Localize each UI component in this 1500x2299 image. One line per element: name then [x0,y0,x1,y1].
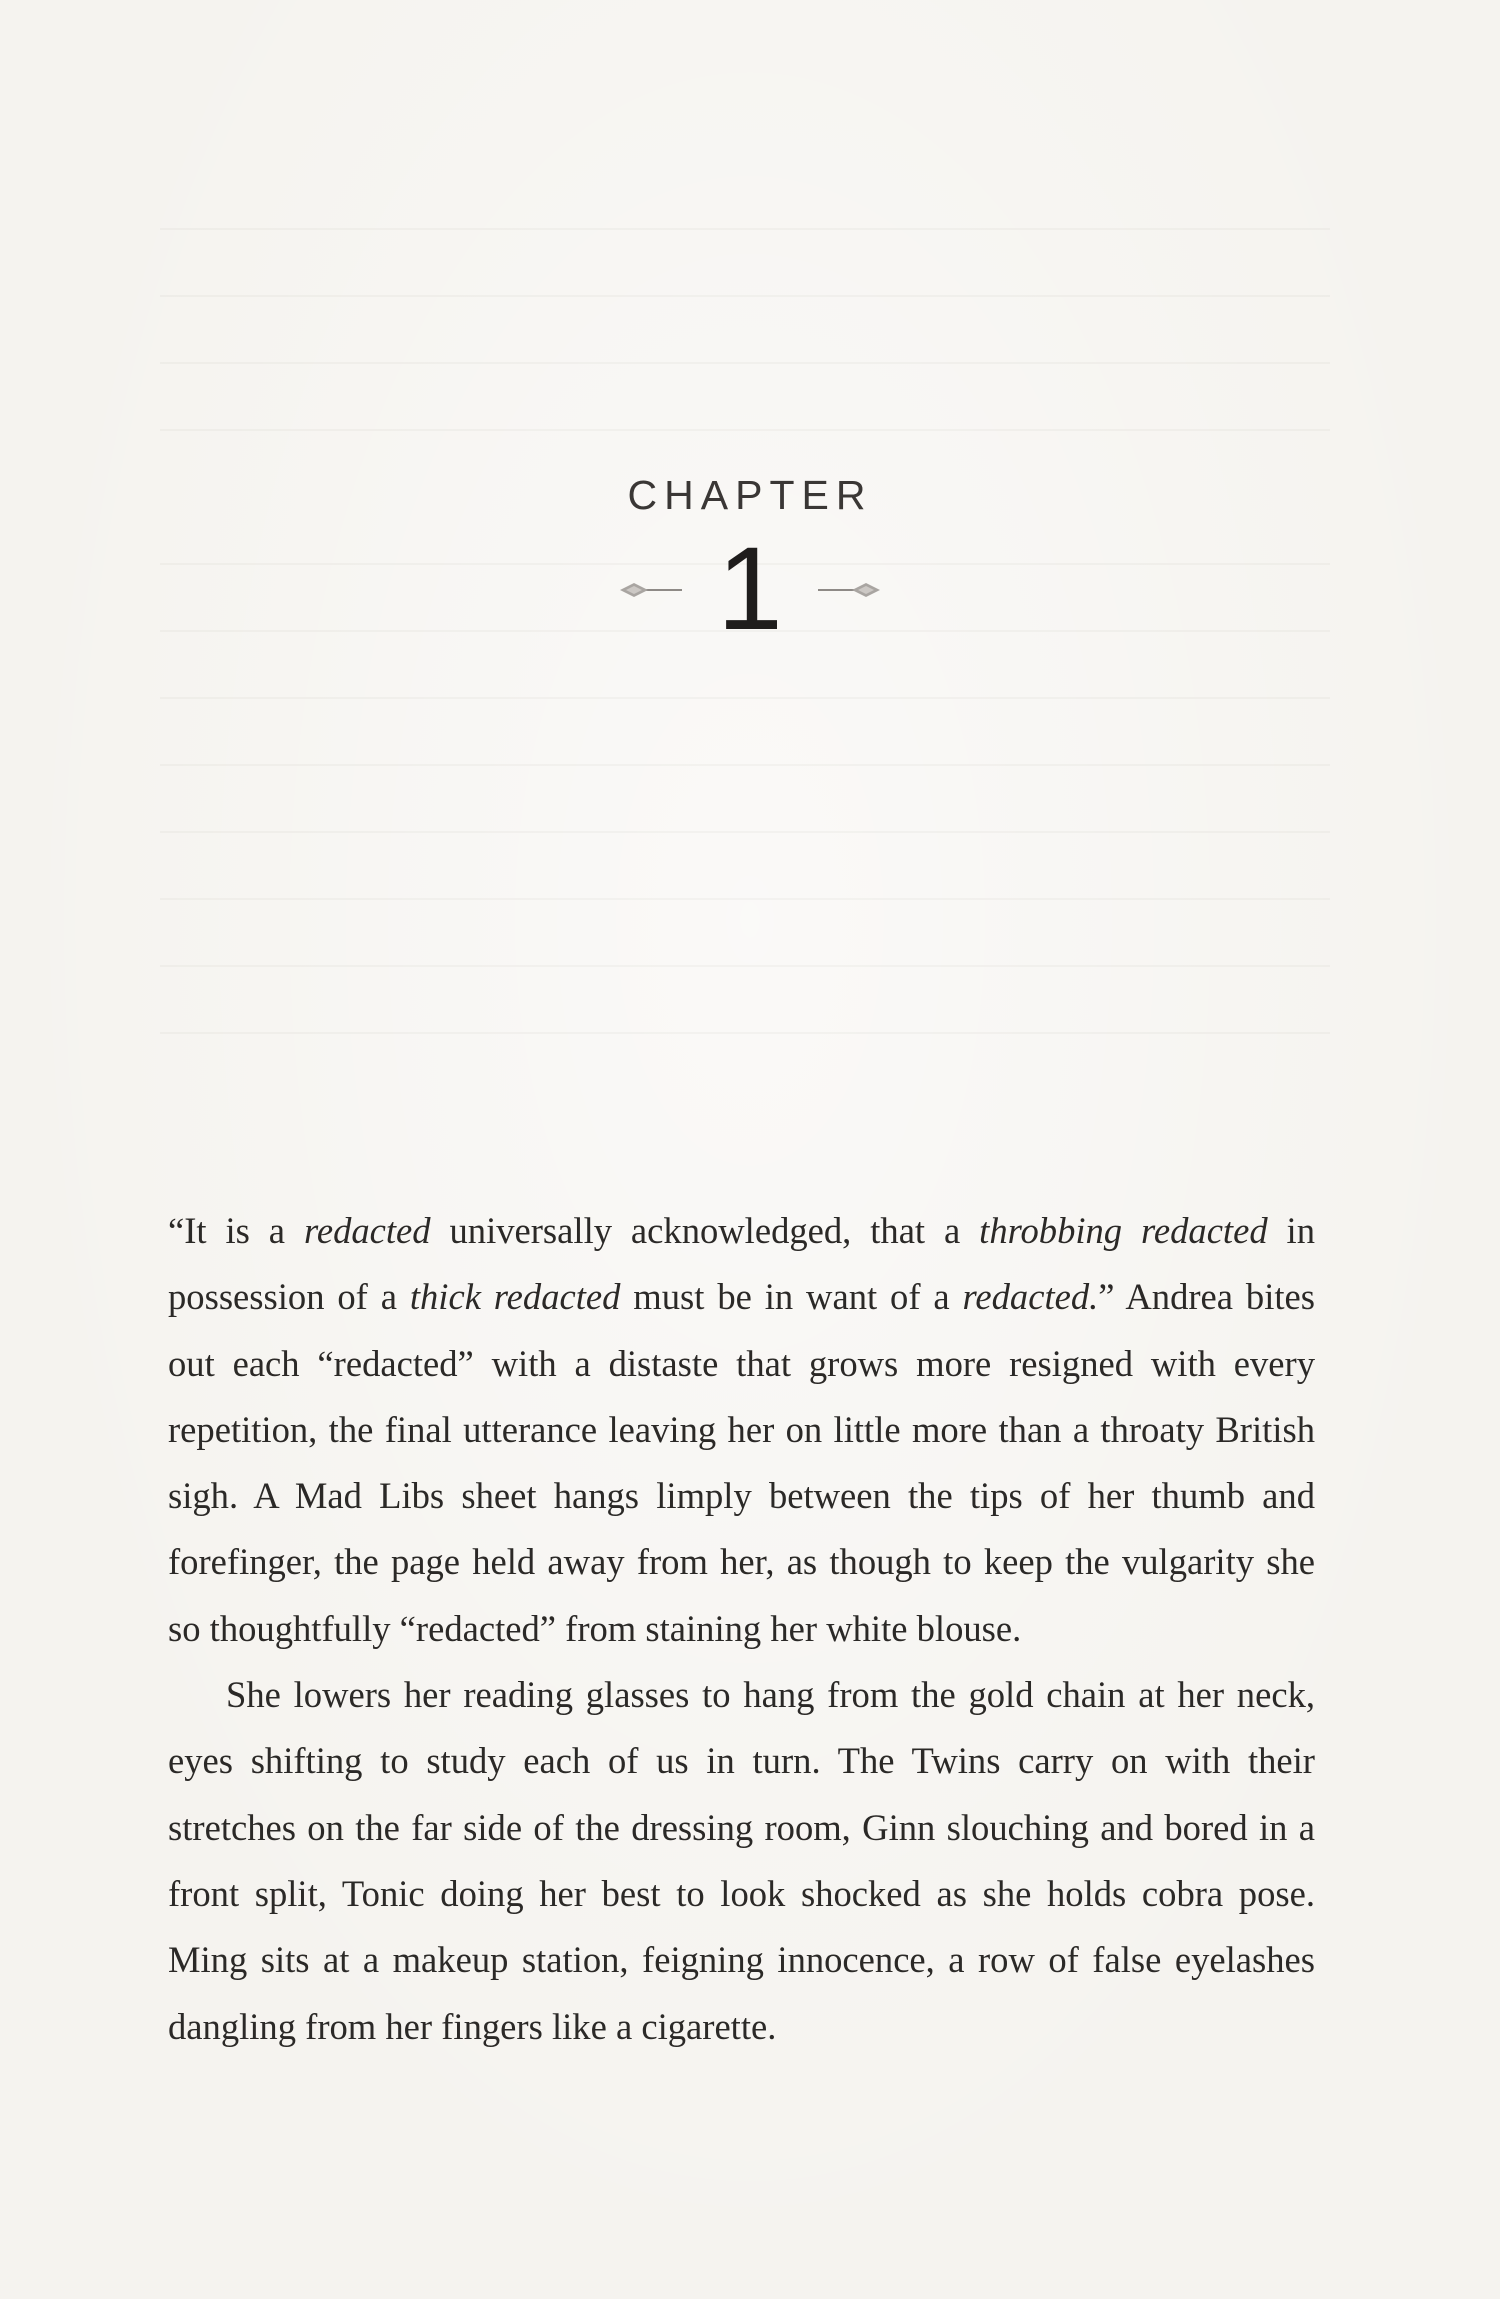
show-through-line [160,898,1330,900]
chapter-heading [0,472,1500,655]
show-through-line [160,697,1330,699]
italic-segment: throbbing redacted [979,1210,1268,1251]
show-through-line [160,295,1330,297]
italic-segment: redacted [303,1210,431,1251]
text-segment: in possession of a [168,1210,1315,1318]
paragraph-2 [168,1662,1315,2060]
text-segment: “It is a [168,1210,304,1251]
body-text [168,1198,1315,2060]
paragraph-1 [168,1198,1315,1662]
show-through-line [160,362,1330,364]
show-through-line [160,965,1330,967]
text-segment: must be in want of a [620,1276,963,1318]
text-segment: She lowers her reading glasses to hang from the gold chain at her neck, eyes shifting to study each of us in turn. The Twins carry on with their stretches on the far side of the dressing room, Ginn slouching and bored in a front split, Tonic doing her best to look shocked as she holds cobra pose. Ming sits at a makeup station, feigning innocence, a row of false eyelashes dangling from her fingers like a cigarette. [168,1674,1315,2047]
show-through-line [160,228,1330,230]
italic-segment: redacted. [962,1276,1099,1318]
show-through-line [160,1032,1330,1034]
chapter-label: CHAPTER [627,472,873,518]
text-segment: universally acknowledged, that a [430,1210,980,1251]
right-ornament-icon [818,582,880,598]
show-through-line [160,429,1330,431]
text-segment: ” Andrea bites out each “redacted” with a distaste that grows more resigned with every repetition, the final utterance leaving her on little more than a throaty British sigh. A Mad Libs sheet hangs limply between the tips of her thumb and forefinger, the page held away from her, as though to keep the vulgarity she so thoughtfully “redacted” from staining her white blouse. [168,1276,1315,1649]
show-through-line [160,764,1330,766]
italic-segment: thick redacted [409,1276,621,1318]
show-through-line [160,831,1330,833]
chapter-number: 1 [717,523,783,655]
chapter-number-row [0,523,1500,655]
